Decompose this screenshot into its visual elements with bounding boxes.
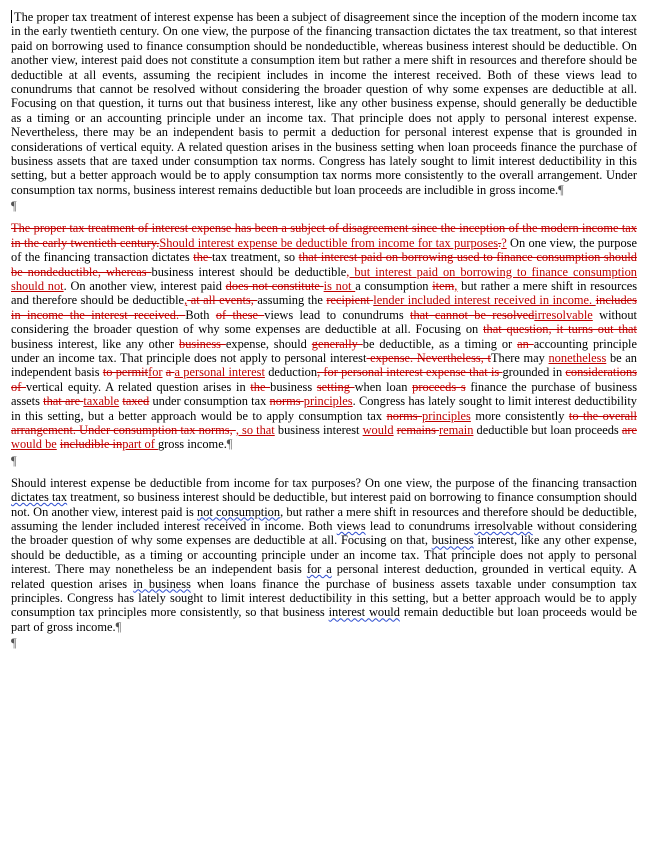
empty-paragraph[interactable]	[11, 199, 637, 213]
text-run: Both	[185, 307, 216, 322]
deleted-text: that	[298, 250, 321, 265]
inserted-text: principles	[422, 408, 471, 423]
deleted-text: item	[432, 278, 455, 293]
deleted-text: norms	[269, 394, 304, 409]
deleted-text: at all events,	[187, 293, 258, 308]
deleted-text: remains	[396, 422, 440, 437]
deleted-text: to permit	[102, 365, 149, 380]
text-run: expense, should	[225, 336, 312, 351]
text-run: treatment, so business interest should be deductible, but interest paid on borrowing to finance consumption should not. On another view, interest paid is	[11, 490, 637, 519]
text-run: when loans finance the purchase of business assets taxable under consumption tax principles. Congress has lately sought to limit interest deductibility in this setting, but a better approach would be to apply consumption tax principles more consistently, so that business	[11, 576, 638, 620]
text-run: business interest	[274, 422, 363, 437]
deleted-text: that question, it turns out that	[483, 322, 638, 337]
text-run: but rather a mere shift in resources and therefore should be deductible	[11, 278, 638, 308]
deleted-text: , for personal interest expense that is	[317, 365, 503, 380]
deleted-text: to the overall arrangement. Under consumption tax norms,	[11, 408, 637, 437]
text-run: vertical equity. A related question arises in	[26, 379, 251, 394]
deleted-text: the	[250, 379, 271, 394]
inserted-text: taxable	[83, 394, 120, 409]
original-paragraph-text: The proper tax treatment of interest expense has been a subject of disagreement since the inception of the modern income tax in the early twentieth century. On one view, the purpose of the financing transaction dictates the tax treatment, so that interest paid on borrowing used to finance consumption should be nondeductible, whereas business interest should be deductible. On another view, interest paid does not constitute a consumption item but rather a mere shift in resources and therefore should be deductible at all events, assuming the recipient includes in income the interest received. Both of these views lead to conundrums that cannot be resolved without considering the broader question of why some expenses are deductible at all. Focusing on that question, it turns out that business interest, like any other business expense, should generally be deductible as a timing or an accounting principle under an income tax. That principle does not apply to personal interest expense. Nevertheless, there may be an independent basis to permit a deduction for personal interest expense that is grounded in considerations of vertical equity. A related question arises in the business setting when loan proceeds finance the purchase of business assets that are taxed under consumption tax norms. Congress has lately sought to limit interest deductibility in this setting, but a better approach would be to apply consumption tax norms more consistently to the overall arrangement. Under consumption tax norms, business interest remains deductible but loan proceeds are includible in gross income.	[11, 10, 637, 197]
text-cursor	[11, 10, 12, 23]
text-run: Should interest expense be deductible from income for tax purposes? On one view, the purpose of the financing transaction	[11, 475, 637, 490]
deleted-text: recipient	[326, 293, 374, 308]
text-run: grounded in	[502, 365, 566, 380]
spelling-flagged-text: in business	[133, 576, 191, 591]
deleted-text: expense. Nevertheless, t	[366, 350, 491, 365]
inserted-text: a personal interest	[174, 365, 265, 380]
text-run: deduction	[264, 365, 318, 380]
text-run: deductible but loan proceeds	[473, 422, 622, 437]
inserted-text: part of	[122, 437, 158, 452]
text-run: , but rather a mere shift in resources and therefore should be deductible, assuming the lender included interest received in income. Both	[11, 504, 637, 533]
text-run: accounting principle under an income tax. That principle does not apply to personal interest	[11, 336, 637, 365]
inserted-text: ,	[184, 293, 188, 308]
paragraph-mark: ¶	[558, 182, 564, 197]
text-run: be deductible, as a timing or	[362, 336, 518, 351]
text-run: without considering the broader question of why some expenses are deductible at all. Focusing on	[11, 307, 637, 337]
text-run: when loan	[354, 379, 413, 394]
deleted-text: .	[498, 235, 502, 250]
deleted-text: considerations of	[11, 365, 637, 394]
deleted-text: interest paid on borrowing used to finance consumption should be nondeductible, whereas	[11, 250, 637, 279]
deleted-text: that are	[43, 394, 84, 409]
inserted-text: irresolvable	[534, 307, 593, 322]
spelling-flagged-text: interest would	[328, 605, 400, 620]
inserted-text: lender	[373, 293, 408, 308]
text-run: remain deductible but loan proceeds would be part of gross income.	[11, 605, 638, 634]
text-run: views lead to conundrums	[264, 307, 411, 322]
inserted-text: ,	[454, 278, 458, 293]
inserted-text: remain	[439, 422, 474, 437]
inserted-text: included interest received in income.	[407, 293, 596, 308]
deleted-text: The proper tax treatment of interest expense has been a subject of disagreement since the inception of the modern income tax in the early twentieth century.	[11, 221, 637, 250]
deleted-text: does not constitute	[225, 278, 324, 293]
deleted-text: that cannot be resolved	[410, 307, 535, 322]
text-run: a consumption	[355, 278, 433, 293]
inserted-text: , so that	[235, 422, 275, 437]
text-run: assuming the	[257, 293, 327, 308]
paragraph-mark: ¶	[11, 636, 17, 651]
inserted-text: ?	[501, 235, 507, 250]
final-paragraph[interactable]	[11, 476, 637, 634]
deleted-text: an	[517, 336, 534, 351]
inserted-text: for	[148, 365, 163, 380]
text-run: There may	[490, 350, 549, 365]
empty-paragraph[interactable]	[11, 454, 637, 468]
empty-paragraph[interactable]	[11, 636, 637, 650]
spelling-flagged-text: business	[431, 533, 474, 548]
deleted-text: of these	[215, 307, 265, 322]
inserted-text: , but interest paid on borrowing to finance consumption should not	[11, 264, 638, 293]
spelling-flagged-text: not consumption	[197, 504, 281, 519]
deleted-text: a	[165, 365, 175, 380]
paragraph-mark: ¶	[11, 199, 17, 214]
text-run: business	[270, 379, 317, 394]
deleted-text: proceeds s	[412, 379, 466, 394]
spelling-flagged-text: irresolvable	[474, 519, 533, 533]
text-run: . On another view, interest paid	[63, 278, 226, 293]
original-paragraph[interactable]	[11, 10, 637, 197]
deleted-text: generally	[311, 336, 363, 351]
text-run: . Congress has lately sought to limit interest deductibility in this setting, but a better approach would be to apply consumption tax	[11, 394, 637, 423]
text-run: tax treatment, so	[211, 250, 299, 265]
inserted-text: would be	[11, 437, 57, 452]
text-run: On one view, the purpose of the financing transaction dictates	[11, 235, 637, 265]
deleted-text: setting	[316, 379, 355, 394]
text-run: under consumption tax	[149, 394, 270, 409]
text-run: finance the purchase of business assets	[11, 379, 638, 409]
text-run: personal interest deduction, grounded in vertical equity. A related question arises	[11, 562, 638, 591]
inserted-text: nonetheless	[548, 350, 607, 365]
paragraph-mark: ¶	[11, 453, 17, 468]
inserted-text: is not	[323, 278, 356, 293]
text-run: be an independent basis	[11, 350, 637, 380]
tracked-changes-paragraph[interactable]	[11, 221, 637, 452]
spelling-flagged-text: views	[336, 519, 366, 533]
inserted-text: would	[362, 422, 394, 437]
text-run: interest, like any other expense, should be deductible, as a timing or accounting principle under an income tax. That principle does not apply to personal interest. There may nonetheless be an independent basis	[11, 533, 637, 577]
paragraph-mark: ¶	[226, 437, 233, 452]
deleted-text: business	[179, 336, 226, 351]
text-run: lead to conundrums	[365, 519, 475, 533]
deleted-text: includes in income the interest received.	[11, 293, 637, 322]
deleted-text: the	[193, 250, 212, 265]
text-run: more consistently	[470, 408, 569, 423]
text-run: gross income.	[157, 437, 227, 452]
deleted-text: taxed	[122, 394, 150, 409]
text-run: business interest should be deductible	[151, 264, 347, 279]
deleted-text: includible in	[59, 437, 123, 452]
inserted-text: Should interest expense be deductible from income for tax purposes	[159, 235, 499, 250]
text-run: without considering the broader question of why some expenses are deductible at all. Focusing on that,	[11, 519, 637, 548]
text-run: business interest, like any other	[11, 336, 179, 351]
inserted-text: principles	[303, 394, 353, 409]
spelling-flagged-text: for a	[306, 562, 332, 577]
deleted-text: are	[621, 422, 637, 437]
paragraph-mark: ¶	[115, 619, 122, 634]
spelling-flagged-text: dictates tax	[11, 490, 68, 505]
deleted-text: norms	[386, 408, 422, 423]
